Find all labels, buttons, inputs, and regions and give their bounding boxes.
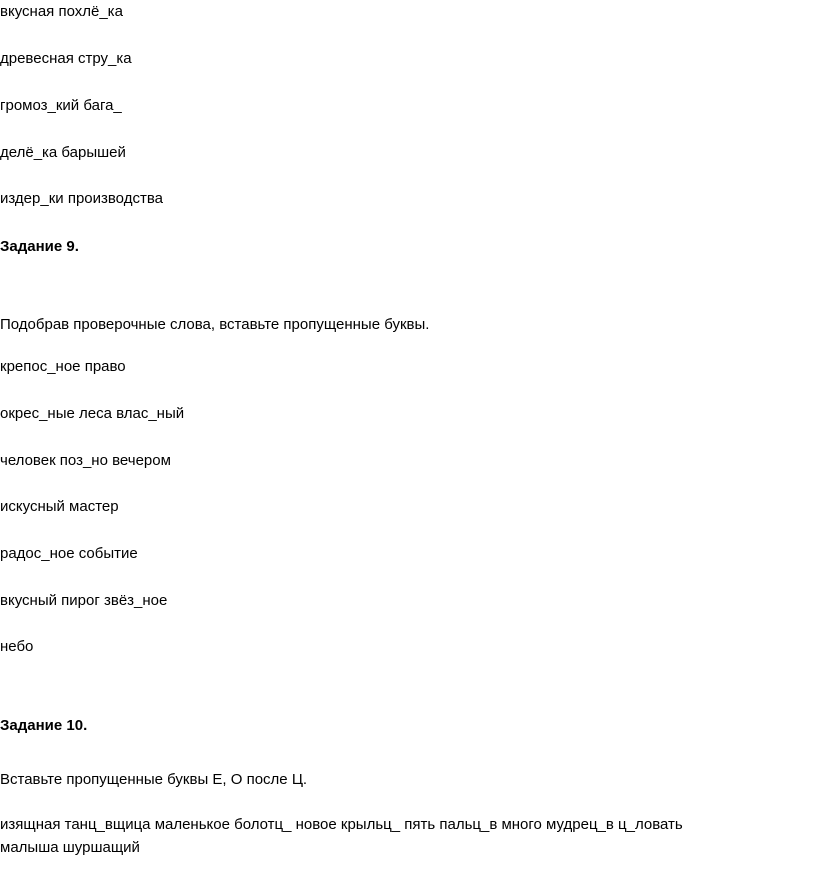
word-item: громоз_кий бага_ <box>0 97 122 114</box>
word-item: делё_ка барышей <box>0 144 126 161</box>
word-item: радос_ное событие <box>0 545 138 562</box>
word-item: вкусная похлё_ка <box>0 3 123 20</box>
task-10-instruction: Вставьте пропущенные буквы Е, О после Ц. <box>0 771 308 788</box>
word-item: окрес_ные леса влас_ный <box>0 405 185 422</box>
word-item: крепос_ное право <box>0 358 126 375</box>
word-item: человек поз_но вечером <box>0 452 171 469</box>
task-10-words-line-2: малыша шуршащий <box>0 839 140 856</box>
word-item: древесная стру_ка <box>0 50 132 67</box>
task-9-title: Задание 9. <box>0 238 79 255</box>
word-item: издер_ки производства <box>0 190 163 207</box>
task-10-words-line-1: изящная танц_вщица маленькое болотц_ новое крыльц_ пять пальц_в много мудрец_в ц_ловать <box>0 816 683 833</box>
task-10-title: Задание 10. <box>0 717 88 734</box>
word-item: вкусный пирог звёз_ное <box>0 592 168 609</box>
word-item: искусный мастер <box>0 498 119 515</box>
task-9-instruction: Подобрав проверочные слова, вставьте пропущенные буквы. <box>0 316 430 333</box>
word-item: небо <box>0 638 34 655</box>
